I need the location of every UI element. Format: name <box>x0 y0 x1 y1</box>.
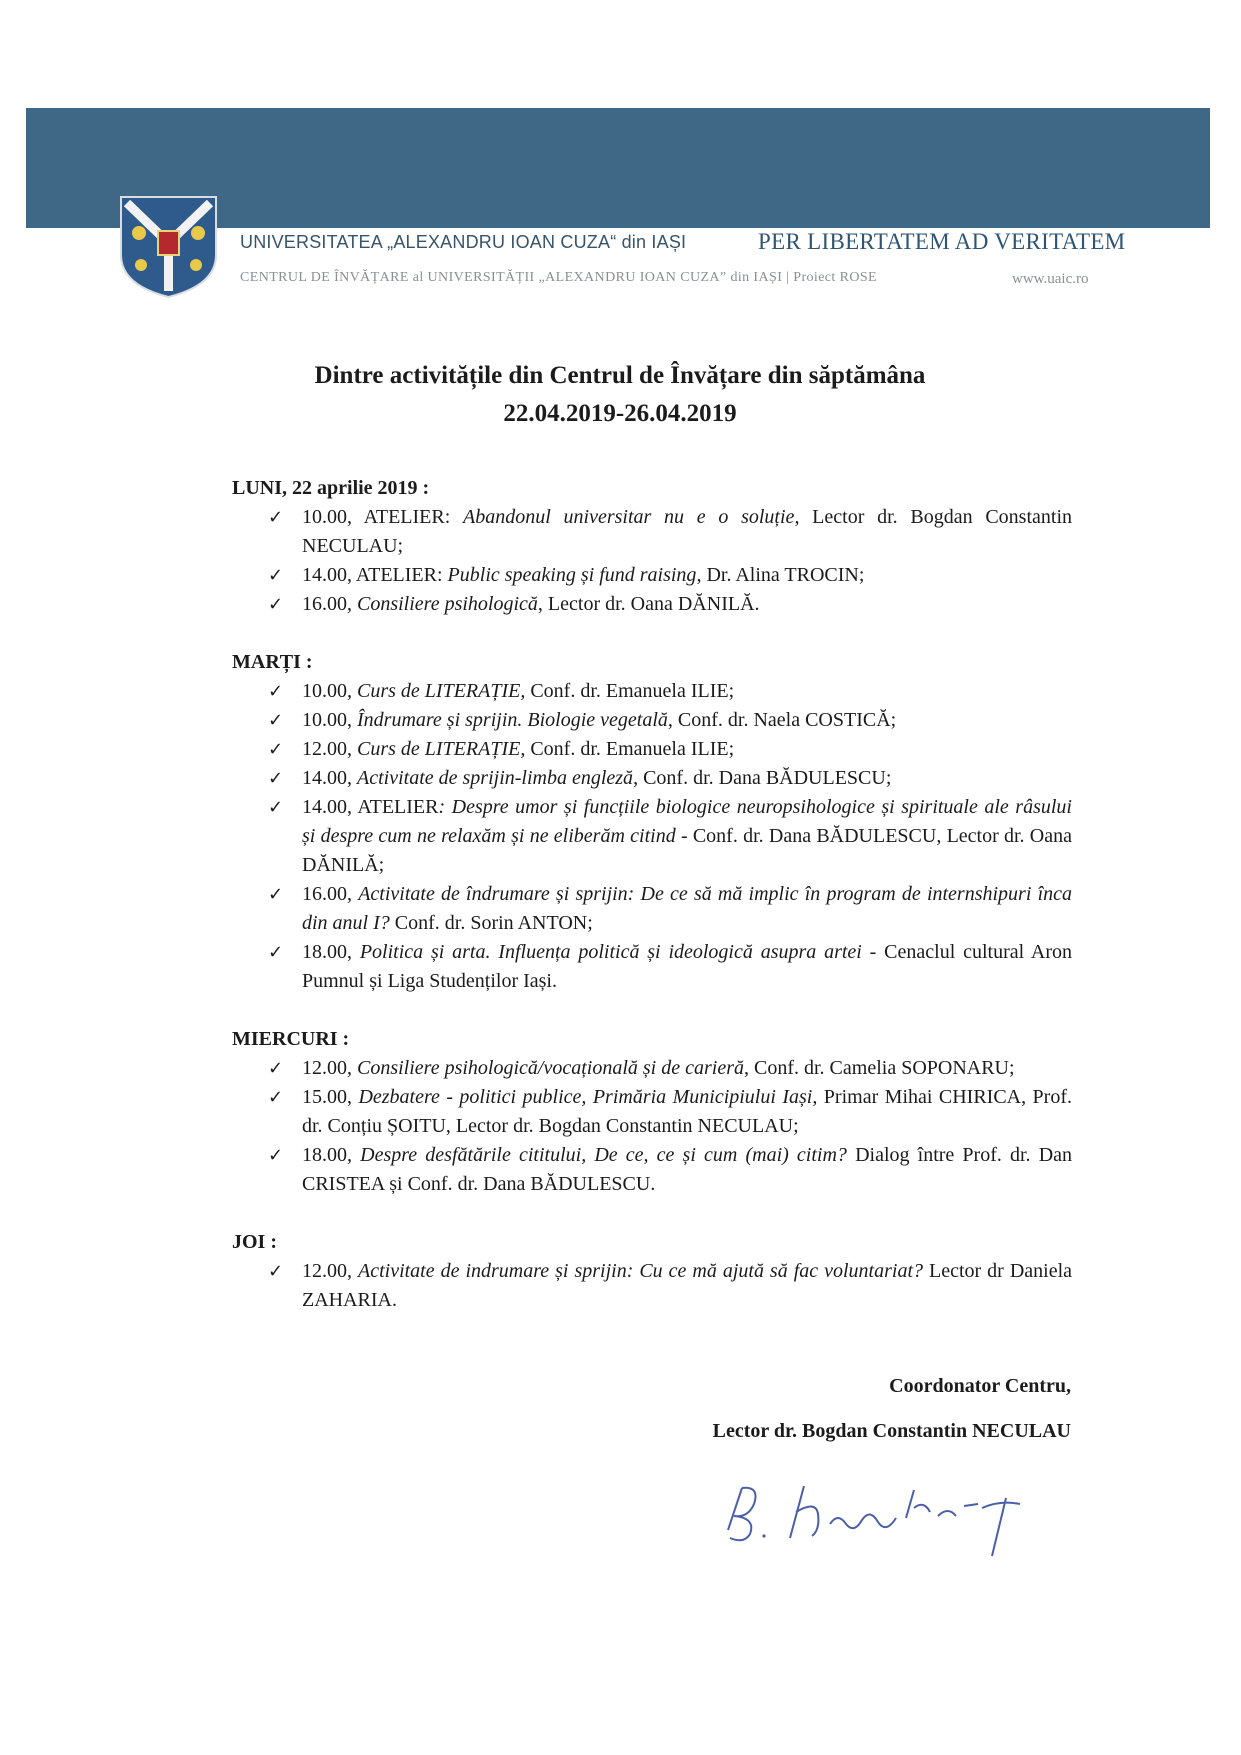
item-details: , Lector dr. Bogdan Constantin NECULAU; <box>302 506 1072 557</box>
website-link[interactable]: www.uaic.ro <box>1012 271 1089 287</box>
day-label: MARȚI : <box>232 651 313 673</box>
item-time: 14.00, <box>302 767 357 789</box>
item-details: - Cenaclul cultural Aron Pumnul și Liga Studenților Iași. <box>302 941 1072 992</box>
item-details: , Primar Mihai CHIRICA, Prof. dr. Conțiu ȘOITU, Lector dr. Bogdan Constantin NECULAU; <box>302 1086 1072 1137</box>
item-details: , Lector dr. Oana DĂNILĂ. <box>537 593 760 615</box>
weekly-schedule <box>232 474 1072 1315</box>
checkmark-icon: ✓ <box>268 507 284 528</box>
item-title: Activitate de indrumare și sprijin: Cu ce mă ajută să fac voluntariat? <box>357 1260 924 1282</box>
list-item <box>232 938 1072 996</box>
day-wednesday <box>232 1025 1072 1199</box>
list-item <box>232 706 1072 735</box>
item-time: 18.00, <box>302 1144 361 1166</box>
list-item <box>232 1083 1072 1141</box>
checkmark-icon: ✓ <box>268 942 284 963</box>
list-item <box>232 764 1072 793</box>
item-time: 12.00, <box>302 1057 357 1079</box>
item-time: 12.00, <box>302 1260 358 1282</box>
day-monday <box>232 474 1072 619</box>
item-title: Abandonul universitar nu e o soluție <box>463 506 795 528</box>
item-details: Conf. dr. Sorin ANTON; <box>389 912 593 934</box>
document-title <box>150 357 1090 433</box>
item-time: 18.00, <box>302 941 360 963</box>
item-time: 12.00, <box>302 738 357 760</box>
item-title: Politica și arta. Influența politică și ideologică asupra artei <box>359 941 862 963</box>
university-motto: PER LIBERTATEM AD VERITATEM <box>758 229 1126 254</box>
day-label: LUNI, 22 aprilie 2019 : <box>232 477 430 499</box>
item-title: Despre desfătările cititului, De ce, ce și cum (mai) citim? <box>360 1144 847 1166</box>
list-item <box>232 1054 1072 1083</box>
item-title: Consiliere psihologică <box>357 593 538 615</box>
item-details: , Dr. Alina TROCIN; <box>696 564 865 586</box>
item-time: 15.00, <box>302 1086 359 1108</box>
item-details: Conf. dr. Emanuela ILIE; <box>525 680 735 702</box>
title-line-2: 22.04.2019-26.04.2019 <box>503 400 737 427</box>
item-details: , Conf. dr. Dana BĂDULESCU; <box>633 767 892 789</box>
learning-center-name: CENTRUL DE ÎNVĂȚARE al UNIVERSITĂȚII „ALEXANDRU IOAN CUZA” din IAȘI | Proiect ROSE <box>240 270 878 285</box>
list-item <box>232 880 1072 938</box>
item-time: 14.00, ATELIER <box>302 796 439 818</box>
item-time: 10.00, <box>302 709 357 731</box>
checkmark-icon: ✓ <box>268 884 284 905</box>
coordinator-name: Lector dr. Bogdan Constantin NECULAU <box>712 1420 1071 1442</box>
checkmark-icon: ✓ <box>268 1145 284 1166</box>
item-title: Public speaking și fund raising <box>447 564 697 586</box>
university-crest-logo <box>117 193 220 299</box>
day-tuesday <box>232 648 1072 996</box>
item-title: Curs de LITERAȚIE, <box>357 738 526 760</box>
item-title: Dezbatere - politici publice, Primăria Municipiului Iași <box>358 1086 813 1108</box>
checkmark-icon: ✓ <box>268 565 284 586</box>
item-details: Conf. dr. Emanuela ILIE; <box>525 738 735 760</box>
checkmark-icon: ✓ <box>268 594 284 615</box>
handwritten-signature <box>720 1460 1040 1560</box>
checkmark-icon: ✓ <box>268 797 284 818</box>
day-label: JOI : <box>232 1231 277 1253</box>
item-title: Activitate de îndrumare și sprijin: De ce să mă implic în program de internshipuri înca din anul I? <box>302 883 1073 934</box>
checkmark-icon: ✓ <box>268 1058 284 1079</box>
item-title: : Despre umor și funcțiile biologice neuropsihologice și spirituale ale râsului și despre cum ne relaxăm și ne eliberăm citind <box>302 796 1072 847</box>
item-time: 16.00, <box>302 883 359 905</box>
item-time: 10.00, ATELIER: <box>302 506 464 528</box>
list-item <box>232 677 1072 706</box>
item-title: Activitate de sprijin-limba engleză <box>357 767 634 789</box>
checkmark-icon: ✓ <box>268 739 284 760</box>
university-name: UNIVERSITATEA „ALEXANDRU IOAN CUZA“ din IAȘI <box>240 232 687 252</box>
item-details: , Conf. dr. Naela COSTICĂ; <box>667 709 897 731</box>
item-time: 16.00, <box>302 593 357 615</box>
list-item <box>232 503 1072 561</box>
item-time: 10.00, <box>302 680 357 702</box>
item-title: Curs de LITERAȚIE, <box>357 680 526 702</box>
item-title: Îndrumare și sprijin. Biologie vegetală <box>357 709 668 731</box>
checkmark-icon: ✓ <box>268 681 284 702</box>
list-item <box>232 590 1072 619</box>
coordinator-role: Coordonator Centru, <box>889 1375 1071 1397</box>
checkmark-icon: ✓ <box>268 768 284 789</box>
checkmark-icon: ✓ <box>268 1261 284 1282</box>
list-item <box>232 735 1072 764</box>
item-details: Lector dr Daniela ZAHARIA. <box>302 1260 1073 1311</box>
item-title: Consiliere psihologică/vocațională și de carieră <box>357 1057 744 1079</box>
item-details: Dialog între Prof. dr. Dan CRISTEA și Conf. dr. Dana BĂDULESCU. <box>302 1144 1073 1195</box>
list-item <box>232 561 1072 590</box>
item-time: 14.00, ATELIER: <box>302 564 448 586</box>
title-line-1: Dintre activitățile din Centrul de Învățare din săptămâna <box>314 362 926 389</box>
list-item <box>232 1257 1072 1315</box>
day-thursday <box>232 1228 1072 1315</box>
list-item <box>232 1141 1072 1199</box>
checkmark-icon: ✓ <box>268 1087 284 1108</box>
checkmark-icon: ✓ <box>268 710 284 731</box>
item-details: - Conf. dr. Dana BĂDULESCU, Lector dr. Oana DĂNILĂ; <box>302 825 1072 876</box>
day-label: MIERCURI : <box>232 1028 350 1050</box>
list-item <box>232 793 1072 880</box>
item-details: , Conf. dr. Camelia SOPONARU; <box>744 1057 1015 1079</box>
